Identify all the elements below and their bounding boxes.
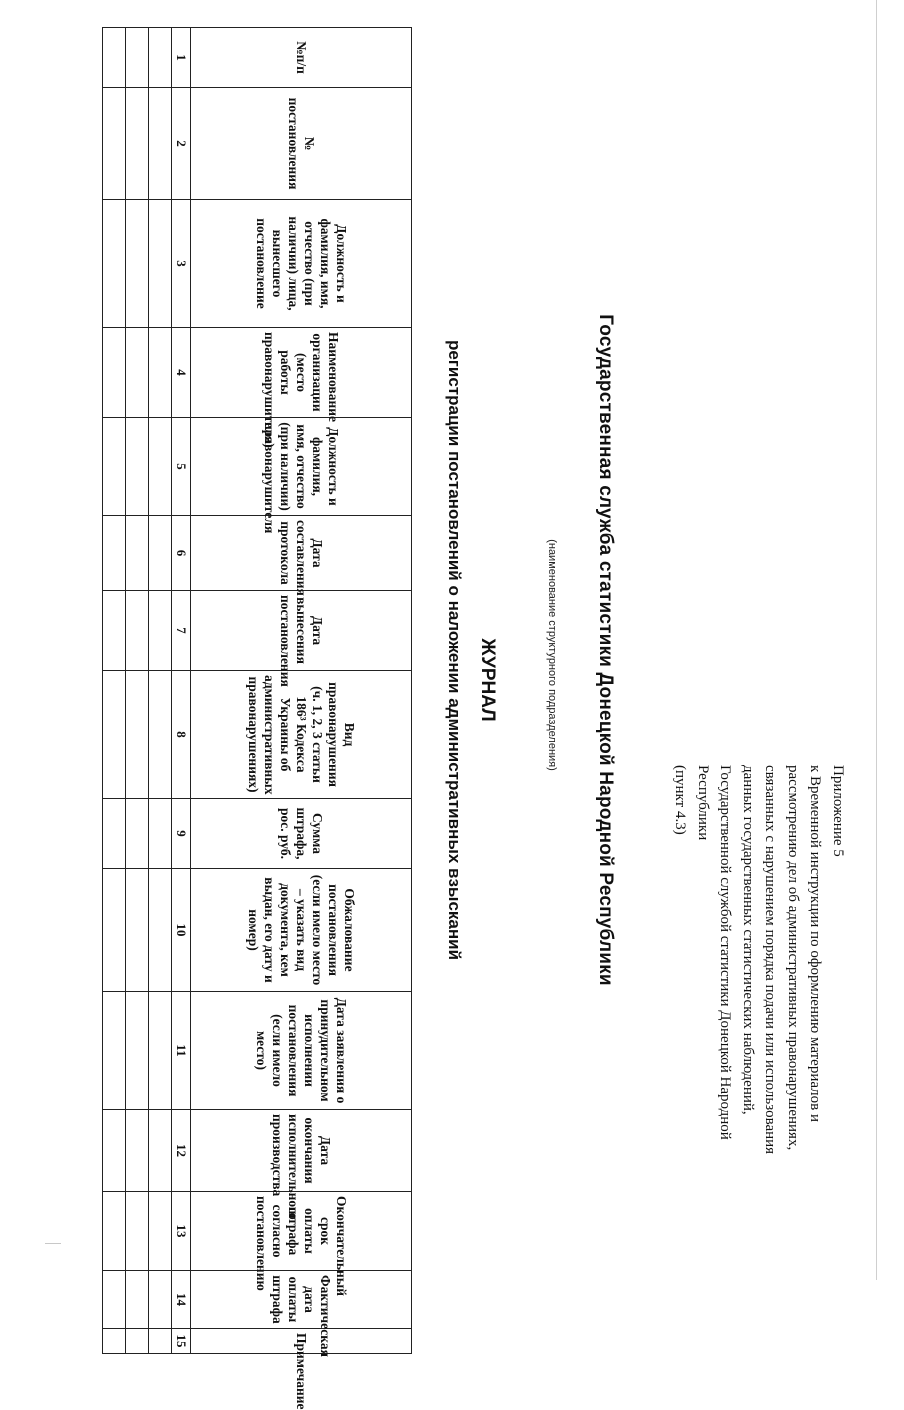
table-cell [126,200,149,328]
table-cell [103,591,126,671]
table-cell [149,591,172,671]
table-row [149,28,172,1354]
table-cell [149,799,172,869]
table-cell [149,328,172,418]
table-cell [149,28,172,88]
table-cell [149,200,172,328]
column-number-row [172,28,191,1354]
column-number: 14 [172,1271,191,1329]
column-number: 4 [172,328,191,418]
table-cell [103,28,126,88]
journal-title: ЖУРНАЛ [477,638,498,722]
table-cell [103,1110,126,1192]
table-cell [103,88,126,200]
table-header-row [191,28,412,1354]
column-header: Фактическая дата оплаты штрафа [191,1271,412,1329]
column-header: Окончательный срок оплаты штрафа согласно постановлению [191,1192,412,1271]
column-number: 9 [172,799,191,869]
table-cell [126,1271,149,1329]
table-cell [126,1110,149,1192]
column-header: Примечание [191,1329,412,1354]
table-cell [103,1192,126,1271]
table-cell [103,1271,126,1329]
organization-caption: (наименование структурного подразделения) [546,539,558,771]
column-number: 11 [172,992,191,1110]
appendix-line: Государственной службой статистики Донецкой Народной [717,765,734,1140]
column-header: Должность и фамилия, имя, отчество (при наличии) лица, вынесшего постановление [191,200,412,328]
organization-name: Государственная служба статистики Донецкой Народной Республики [595,314,616,986]
column-number: 2 [172,88,191,200]
table-cell [126,1192,149,1271]
table-cell [103,799,126,869]
appendix-line: Республики [695,765,711,841]
table-cell [126,799,149,869]
appendix-line: данных государственных статистических наблюдений, [740,765,756,1115]
table-cell [149,671,172,799]
column-header: Обжалование постановления (если имело место – указать вид документа, кем выдан, его дату и номер) [191,869,412,992]
column-header: № постановления [191,88,412,200]
table-cell [126,28,149,88]
column-number: 10 [172,869,191,992]
table-cell [149,516,172,591]
table-cell [103,418,126,516]
table-cell [149,992,172,1110]
column-number: 1 [172,28,191,88]
appendix-line: (пункт 4.3) [672,765,689,835]
table-cell [126,328,149,418]
column-header: Дата составления протокола [191,516,412,591]
table-cell [103,516,126,591]
table-cell [103,992,126,1110]
table-cell [149,1192,172,1271]
column-header: №п/п [191,28,412,88]
appendix-line: связанных с нарушением порядка подачи или использования [762,765,779,1155]
table-cell [149,1329,172,1354]
table-row [103,28,126,1354]
table-row [126,28,149,1354]
table-cell [103,671,126,799]
table-cell [126,869,149,992]
column-header: Сумма штрафа, рос. руб. [191,799,412,869]
appendix-block [669,765,849,1225]
table-cell [126,992,149,1110]
column-number: 15 [172,1329,191,1354]
table-cell [126,591,149,671]
appendix-line: к Временной инструкции по оформлению материалов и [807,765,824,1123]
journal-subtitle: регистрации постановлений о наложении административных взысканий [445,339,464,961]
appendix-line: Приложение 5 [830,765,846,857]
table-cell [103,1329,126,1354]
table-cell [149,1271,172,1329]
table-cell [126,671,149,799]
column-number: 6 [172,516,191,591]
column-number: 7 [172,591,191,671]
table-cell [126,516,149,591]
journal-table [102,27,412,1410]
table-cell [149,418,172,516]
column-header: Наименование организации (место работы правонарушителя) [191,328,412,418]
column-number: 13 [172,1192,191,1271]
column-number: 5 [172,418,191,516]
column-number: 12 [172,1110,191,1192]
column-header: Дата вынесения постановления [191,591,412,671]
column-number: 3 [172,200,191,328]
column-header: Должность и фамилия, имя, отчество (при наличии) правонарушителя [191,418,412,516]
table-cell [126,1329,149,1354]
table-cell [149,869,172,992]
table-cell [149,88,172,200]
table-cell [103,869,126,992]
table-cell [149,1110,172,1192]
column-number: 8 [172,671,191,799]
column-header: Вид правонарушения (ч. 1, 2, 3 статьи 186³ Кодекса Украины об административных правонарушениях) [191,671,412,799]
appendix-line: рассмотрению дел об административных правонарушениях, [785,765,801,1151]
table-cell [126,418,149,516]
table-cell [126,88,149,200]
table-cell [103,328,126,418]
table-cell [103,200,126,328]
column-header: Дата окончания исполнительного производства [191,1110,412,1192]
column-header: Дата заявления о принудительном исполнении постановления (если имело место) [191,992,412,1110]
